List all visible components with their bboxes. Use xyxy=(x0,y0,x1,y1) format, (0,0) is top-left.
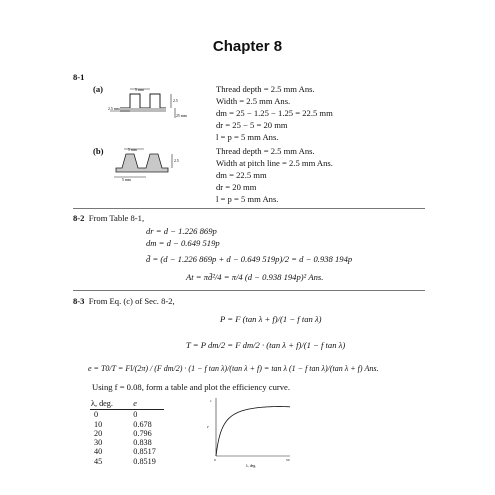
acme-thread-figure xyxy=(108,144,208,184)
part-b-label: (b) xyxy=(93,146,104,156)
efficiency-curve xyxy=(216,407,290,456)
p82-line-2: dm = d − 0.649 519p xyxy=(146,238,220,248)
x-axis-label: λ, deg. xyxy=(246,464,257,468)
fig-a-top-dim: 5 mm xyxy=(135,88,144,92)
table-row: 30 0.838 xyxy=(94,438,152,448)
p82-intro: From Table 8-1, xyxy=(88,213,145,223)
p81a-line-1: Thread depth = 2.5 mm Ans. xyxy=(216,84,315,94)
problem-number-8-3: 8-3 xyxy=(73,296,85,306)
x-tick-label-0: 0 xyxy=(214,458,216,462)
table-header-efficiency: e xyxy=(119,398,164,410)
p81a-line-2: Width = 2.5 mm Ans. xyxy=(216,96,291,106)
p81b-line-4: dr = 20 mm xyxy=(216,182,257,192)
fig-a-left-dim: 2.5 mm xyxy=(108,107,120,111)
separator-2 xyxy=(73,290,425,291)
p81a-line-3: dm = 25 − 1.25 − 1.25 = 22.5 mm xyxy=(216,108,333,118)
problem-number-8-1: 8-1 xyxy=(73,72,85,82)
table-header-angle: λ, deg. xyxy=(90,398,119,410)
p81b-line-1: Thread depth = 2.5 mm Ans. xyxy=(216,146,315,156)
x-tick-label-50: 50 xyxy=(286,458,290,462)
table-row: 20 0.796 xyxy=(94,428,152,438)
table-row: 45 0.8519 xyxy=(94,456,156,466)
efficiency-table xyxy=(90,398,164,466)
y-tick-label-1: 1 xyxy=(210,399,212,403)
table-header-row xyxy=(90,398,164,410)
p82-line-4: At = πd̄²/4 = π/4 (d − 0.938 194p)² Ans. xyxy=(186,272,324,282)
p81a-line-5: l = p = 5 mm Ans. xyxy=(216,132,279,142)
page-title: Chapter 8 xyxy=(212,38,283,55)
separator-1 xyxy=(73,208,425,209)
square-thread-figure xyxy=(108,84,208,124)
p83-eq-P: P = F (tan λ + f)/(1 − f tan λ) xyxy=(220,314,322,324)
p81a-line-4: dr = 25 − 5 = 20 mm xyxy=(216,120,288,130)
part-a-label: (a) xyxy=(93,84,104,94)
table-row: 0 0 xyxy=(94,410,138,420)
fig-b-bottom-dim: 5 mm xyxy=(122,178,131,182)
problem-number-8-2: 8-2 xyxy=(73,213,85,223)
p83-eq-T: T = P dm/2 = F dm/2 · (tan λ + f)/(1 − f tan λ) xyxy=(186,340,346,350)
p81b-line-3: dm = 22.5 mm xyxy=(216,170,267,180)
problem-8-3-heading xyxy=(73,296,175,306)
table-row: 40 0.8517 xyxy=(94,447,156,457)
p83-using-text: Using f = 0.08, form a table and plot the efficiency curve. xyxy=(92,382,290,392)
problem-8-2-heading xyxy=(73,213,144,223)
table-row: 10 0.678 xyxy=(94,419,152,429)
efficiency-chart xyxy=(200,392,300,472)
fig-a-right-dim: 2.5 xyxy=(173,99,178,103)
fig-b-right-dim: 2.5 xyxy=(174,159,179,163)
fig-b-top-dim: 5 mm xyxy=(128,148,137,152)
y-axis-label: e xyxy=(207,425,209,429)
p81b-line-5: l = p = 5 mm Ans. xyxy=(216,194,279,204)
p81b-line-2: Width at pitch line = 2.5 mm Ans. xyxy=(216,158,333,168)
p83-intro: From Eq. (c) of Sec. 8-2, xyxy=(88,296,175,306)
p83-eq-e: e = T0/T = Fl/(2π) / (F dm/2) · (1 − f tan λ)/(tan λ + f) = tan λ (1 − f tan λ)/(tan λ + f) Ans. xyxy=(88,364,379,373)
fig-a-depth-dim: 25 mm xyxy=(176,114,187,118)
p82-line-3: d̄ = (d − 1.226 869p + d − 0.649 519p)/2 = d − 0.938 194p xyxy=(146,254,353,264)
p82-line-1: dr = d − 1.226 869p xyxy=(146,226,217,236)
